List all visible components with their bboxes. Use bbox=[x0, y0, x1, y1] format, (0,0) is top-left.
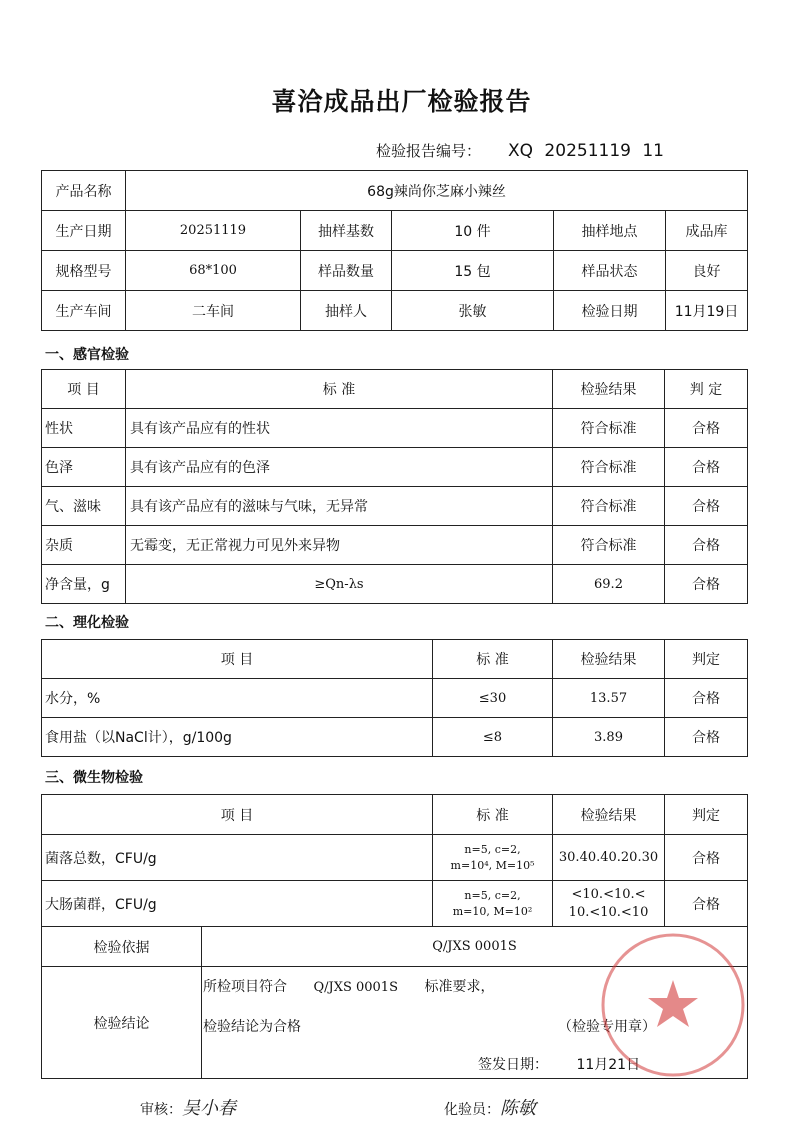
micro-std bbox=[433, 835, 553, 881]
physchem-result: 13.57 bbox=[553, 679, 665, 718]
micro-result bbox=[553, 881, 665, 927]
sample-place: 成品库 bbox=[666, 211, 748, 251]
micro-std-line1: n=5, c=2, bbox=[464, 842, 521, 856]
report-number-value: XQ 20251119 11 bbox=[508, 141, 664, 161]
sensory-header-item: 项 目 bbox=[42, 370, 126, 409]
chemist-signature bbox=[444, 1094, 536, 1120]
sensory-std: ≥Qn-λs bbox=[126, 565, 553, 604]
sensory-item: 气、滋味 bbox=[42, 487, 126, 526]
sample-state-label: 样品状态 bbox=[554, 251, 666, 291]
micro-std bbox=[433, 881, 553, 927]
spec-label: 规格型号 bbox=[42, 251, 126, 291]
sensory-judge: 合格 bbox=[665, 565, 748, 604]
sensory-item: 性状 bbox=[42, 409, 126, 448]
micro-result-line2: 10.<10.<10 bbox=[568, 904, 649, 920]
physchem-std: ≤30 bbox=[433, 679, 553, 718]
sensory-judge: 合格 bbox=[665, 526, 748, 565]
physchem-header-judge: 判定 bbox=[665, 640, 748, 679]
chemist-label: 化验员： bbox=[444, 1102, 500, 1118]
micro-std-line2: m=10, M=10² bbox=[452, 904, 533, 918]
seal-note: （检验专用章） bbox=[558, 1019, 656, 1035]
issue-date-label: 签发日期： bbox=[478, 1057, 548, 1073]
sample-qty-label: 样品数量 bbox=[301, 251, 392, 291]
sample-place-label: 抽样地点 bbox=[554, 211, 666, 251]
physchem-item: 食用盐（以NaCl计），g/100g bbox=[42, 718, 433, 757]
sensory-result: 符合标准 bbox=[553, 526, 665, 565]
conclusion-text-a: 所检项目符合 bbox=[203, 979, 287, 995]
table-row bbox=[42, 526, 748, 565]
conclusion-text-c: 标准要求， bbox=[424, 979, 495, 995]
inspection-seal-stamp bbox=[598, 930, 748, 1080]
micro-result-line1: 30.40.40.20.30 bbox=[558, 849, 659, 865]
table-row bbox=[42, 679, 748, 718]
sensory-item: 色泽 bbox=[42, 448, 126, 487]
reviewer-signature bbox=[140, 1094, 236, 1120]
table-row bbox=[42, 835, 748, 881]
basis-label: 检验依据 bbox=[42, 927, 202, 967]
sensory-std: 无霉变，无正常视力可见外来异物 bbox=[126, 526, 553, 565]
sensory-result: 符合标准 bbox=[553, 409, 665, 448]
table-row bbox=[42, 565, 748, 604]
report-number bbox=[376, 140, 664, 161]
sample-base: 10 件 bbox=[392, 211, 554, 251]
micro-header-item: 项 目 bbox=[42, 795, 433, 835]
sensory-result: 符合标准 bbox=[553, 448, 665, 487]
sensory-header-std: 标 准 bbox=[126, 370, 553, 409]
sensory-std: 具有该产品应有的性状 bbox=[126, 409, 553, 448]
sensory-heading: 一、感官检验 bbox=[45, 347, 129, 363]
sensory-judge: 合格 bbox=[665, 448, 748, 487]
physchem-header-item: 项 目 bbox=[42, 640, 433, 679]
micro-judge: 合格 bbox=[665, 881, 748, 927]
conclusion-line2: 检验结论为合格 bbox=[203, 1019, 301, 1035]
micro-std-line1: n=5, c=2, bbox=[464, 888, 521, 902]
sample-state: 良好 bbox=[666, 251, 748, 291]
product-info-table bbox=[41, 170, 748, 331]
table-row bbox=[42, 409, 748, 448]
micro-result-line1: <10.<10.< bbox=[571, 886, 646, 902]
issue-date-value: 11月21日 bbox=[576, 1057, 641, 1073]
table-row bbox=[42, 718, 748, 757]
sensory-result: 69.2 bbox=[553, 565, 665, 604]
report-number-label: 检验报告编号： bbox=[376, 142, 482, 160]
basis-value: Q/JXS 0001S bbox=[202, 927, 748, 967]
physchem-header-std: 标 准 bbox=[433, 640, 553, 679]
conclusion-line1 bbox=[203, 976, 494, 996]
physchem-judge: 合格 bbox=[665, 679, 748, 718]
inspect-date-label: 检验日期 bbox=[554, 291, 666, 331]
table-row bbox=[42, 448, 748, 487]
conclusion-standard: Q/JXS 0001S bbox=[313, 980, 398, 995]
sensory-result: 符合标准 bbox=[553, 487, 665, 526]
table-row bbox=[42, 881, 748, 927]
physchem-result: 3.89 bbox=[553, 718, 665, 757]
sampler: 张敏 bbox=[392, 291, 554, 331]
micro-header-judge: 判定 bbox=[665, 795, 748, 835]
micro-heading: 三、微生物检验 bbox=[45, 770, 143, 786]
sample-qty: 15 包 bbox=[392, 251, 554, 291]
sensory-table bbox=[41, 369, 748, 604]
spec: 68*100 bbox=[126, 251, 301, 291]
sensory-header-judge: 判 定 bbox=[665, 370, 748, 409]
micro-result bbox=[553, 835, 665, 881]
prod-date: 20251119 bbox=[126, 211, 301, 251]
reviewer-name: 吴小春 bbox=[182, 1098, 236, 1119]
sensory-header-result: 检验结果 bbox=[553, 370, 665, 409]
table-row bbox=[42, 487, 748, 526]
chemist-name: 陈敏 bbox=[500, 1098, 536, 1119]
physchem-header-result: 检验结果 bbox=[553, 640, 665, 679]
reviewer-label: 审核： bbox=[140, 1102, 182, 1118]
micro-item: 大肠菌群，CFU/g bbox=[42, 881, 433, 927]
prod-date-label: 生产日期 bbox=[42, 211, 126, 251]
inspect-date: 11月19日 bbox=[666, 291, 748, 331]
sensory-std: 具有该产品应有的滋味与气味，无异常 bbox=[126, 487, 553, 526]
physchem-heading: 二、理化检验 bbox=[45, 615, 129, 631]
micro-item: 菌落总数，CFU/g bbox=[42, 835, 433, 881]
micro-header-result: 检验结果 bbox=[553, 795, 665, 835]
workshop: 二车间 bbox=[126, 291, 301, 331]
report-title: 喜洽成品出厂检验报告 bbox=[271, 87, 532, 116]
sample-base-label: 抽样基数 bbox=[301, 211, 392, 251]
physchem-judge: 合格 bbox=[665, 718, 748, 757]
sensory-item: 杂质 bbox=[42, 526, 126, 565]
sensory-item: 净含量，g bbox=[42, 565, 126, 604]
physchem-table bbox=[41, 639, 748, 757]
sensory-std: 具有该产品应有的色泽 bbox=[126, 448, 553, 487]
micro-header-std: 标 准 bbox=[433, 795, 553, 835]
micro-judge: 合格 bbox=[665, 835, 748, 881]
physchem-item: 水分，% bbox=[42, 679, 433, 718]
sensory-judge: 合格 bbox=[665, 409, 748, 448]
micro-std-line2: m=10⁴, M=10⁵ bbox=[450, 858, 535, 872]
conclusion-label: 检验结论 bbox=[42, 967, 202, 1079]
physchem-std: ≤8 bbox=[433, 718, 553, 757]
sampler-label: 抽样人 bbox=[301, 291, 392, 331]
workshop-label: 生产车间 bbox=[42, 291, 126, 331]
product-name: 68g辣尚你芝麻小辣丝 bbox=[126, 171, 748, 211]
sensory-judge: 合格 bbox=[665, 487, 748, 526]
product-name-label: 产品名称 bbox=[42, 171, 126, 211]
